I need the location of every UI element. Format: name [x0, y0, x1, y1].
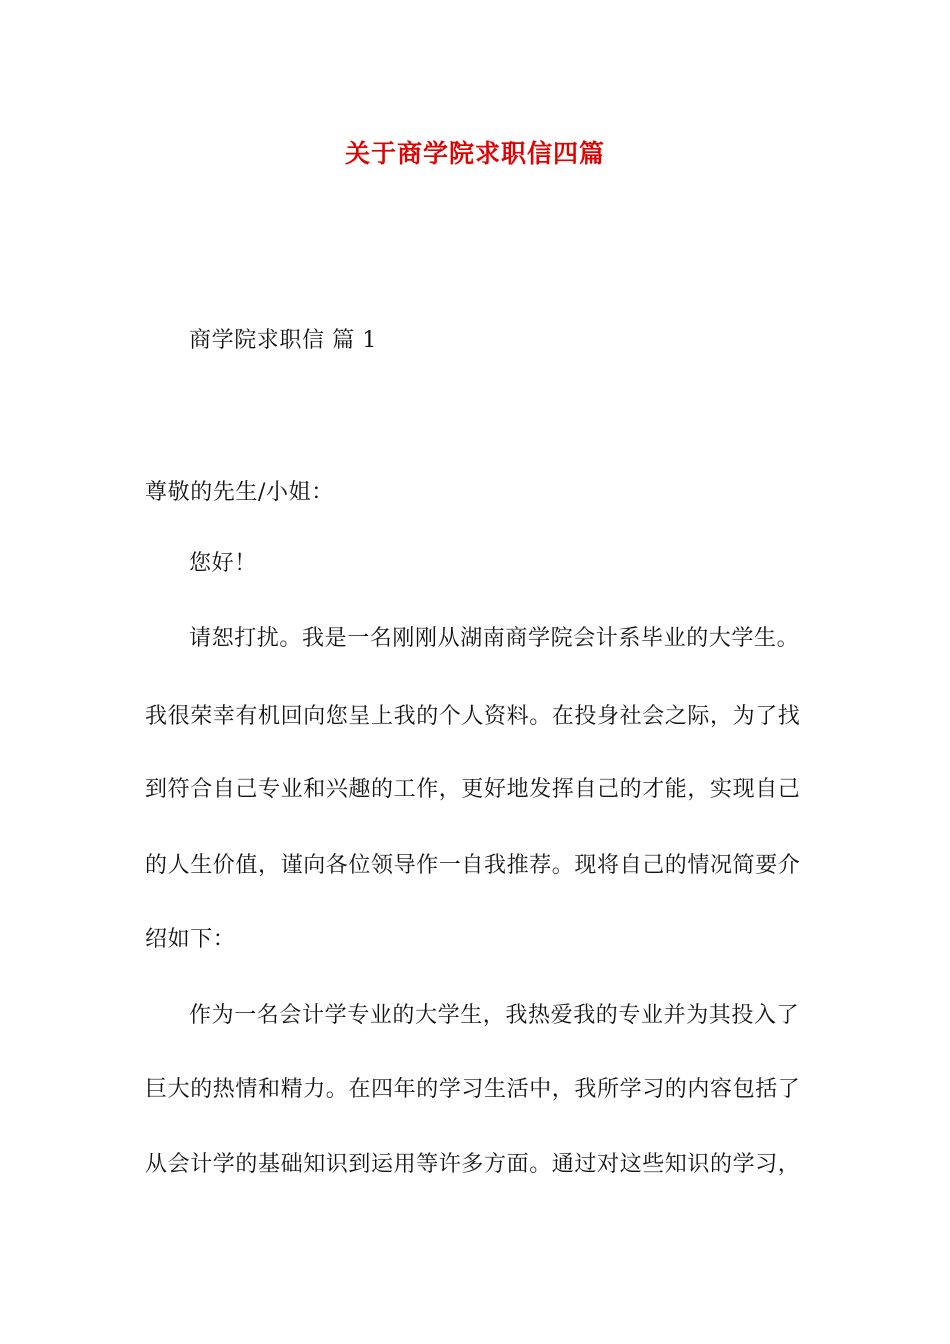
greeting: 您好！ [189, 551, 257, 576]
document-title: 关于商学院求职信四篇 [344, 139, 605, 168]
body-line: 绍如下： [145, 927, 236, 952]
salutation: 尊敬的先生/小姐： [145, 480, 334, 505]
body-line: 的人生价值，谨向各位领导作一自我推荐。现将自己的情况简要介 [145, 853, 801, 878]
body-line: 巨大的热情和精力。在四年的学习生活中，我所学习的内容包括了 [145, 1077, 801, 1102]
section-heading: 商学院求职信 篇 1 [189, 328, 377, 353]
body-line: 我很荣幸有机回向您呈上我的个人资料。在投身社会之际，为了找 [145, 704, 801, 729]
body-line: 从会计学的基础知识到运用等许多方面。通过对这些知识的学习， [145, 1152, 801, 1177]
body-line: 请恕打扰。我是一名刚刚从湖南商学院会计系毕业的大学生。 [189, 626, 800, 651]
body-line: 作为一名会计学专业的大学生，我热爱我的专业并为其投入了 [189, 1003, 800, 1028]
body-line: 到符合自己专业和兴趣的工作，更好地发挥自己的才能，实现自己 [145, 777, 801, 802]
